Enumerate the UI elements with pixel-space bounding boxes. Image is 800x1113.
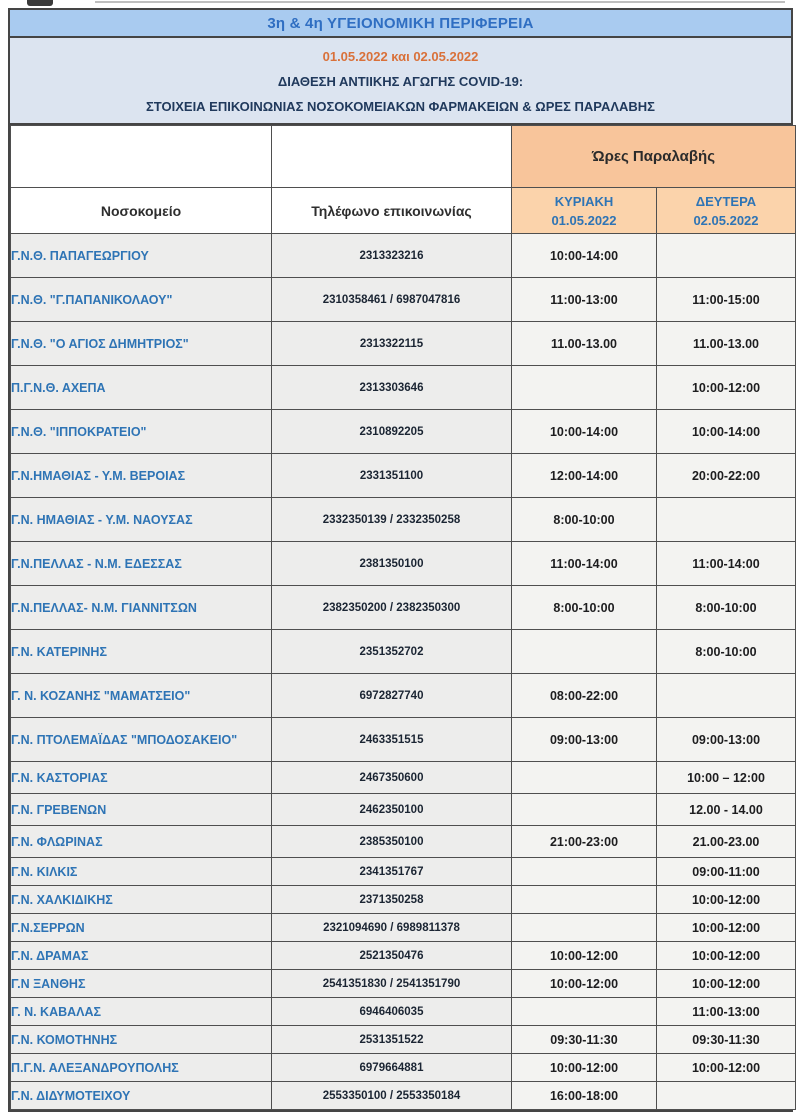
phone-cell: 2462350100 [272,794,512,826]
hospital-hours-table [10,125,796,1110]
phone-cell: 2310358461 / 6987047816 [272,278,512,322]
sunday-column-header [512,188,657,234]
phone-cell: 2310892205 [272,410,512,454]
hospital-rows [11,234,796,1110]
hospital-name-cell: Γ.Ν.Θ. "ΙΠΠΟΚΡΑΤΕΙΟ" [11,410,272,454]
phone-cell: 2467350600 [272,762,512,794]
monday-hours-cell: 10:00-12:00 [657,970,796,998]
table-row [11,942,796,970]
hospital-name-cell: Π.Γ.Ν. ΑΛΕΞΑΝΔΡΟΥΠΟΛΗΣ [11,1054,272,1082]
monday-hours-cell: 10:00-12:00 [657,1054,796,1082]
table-row [11,630,796,674]
phone-cell: 2531351522 [272,1026,512,1054]
monday-date-label: 02.05.2022 [693,212,759,228]
hospital-name-cell: Γ.Ν.Θ. ΠΑΠΑΓΕΩΡΓΙΟΥ [11,234,272,278]
blank-header-cell-2 [272,126,512,188]
info-band [10,38,791,125]
sunday-hours-cell: 08:00-22:00 [512,674,657,718]
sunday-hours-cell: 11.00-13.00 [512,322,657,366]
sunday-hours-cell: 21:00-23:00 [512,826,657,858]
monday-hours-cell: 10:00-12:00 [657,914,796,942]
phone-column-header: Τηλέφωνο επικοινωνίας [272,188,512,234]
monday-hours-cell: 09:00-11:00 [657,858,796,886]
sunday-hours-cell: 12:00-14:00 [512,454,657,498]
sunday-hours-cell: 10:00-14:00 [512,410,657,454]
hospital-name-cell: Γ. Ν. ΚΑΒΑΛΑΣ [11,998,272,1026]
table-row [11,970,796,998]
table-row [11,498,796,542]
table-row [11,1026,796,1054]
monday-hours-cell: 09:30-11:30 [657,1026,796,1054]
title-band [10,10,791,38]
table-row [11,674,796,718]
hospital-name-cell: Γ.Ν. ΚΟΜΟΤΗΝΗΣ [11,1026,272,1054]
monday-hours-cell [657,1082,796,1110]
table-row [11,454,796,498]
monday-hours-cell [657,674,796,718]
date-range: 01.05.2022 και 02.05.2022 [322,49,479,64]
table-row [11,410,796,454]
sunday-hours-cell [512,914,657,942]
hospital-name-cell: Γ.Ν.ΗΜΑΘΙΑΣ - Υ.Μ. ΒΕΡΟΙΑΣ [11,454,272,498]
sunday-hours-cell: 10:00-12:00 [512,1054,657,1082]
hours-group-header: Ώρες Παραλαβής [512,126,796,188]
sunday-hours-cell [512,794,657,826]
phone-cell: 2521350476 [272,942,512,970]
sunday-hours-cell: 10:00-12:00 [512,970,657,998]
blank-header-cell-1 [11,126,272,188]
sunday-hours-cell: 11:00-14:00 [512,542,657,586]
monday-hours-cell: 11:00-14:00 [657,542,796,586]
scan-artifact-line [95,1,785,3]
monday-hours-cell [657,234,796,278]
phone-cell: 2463351515 [272,718,512,762]
phone-cell: 6972827740 [272,674,512,718]
hospital-name-cell: Γ.Ν ΞΑΝΘΗΣ [11,970,272,998]
hospital-name-cell: Γ.Ν. ΠΤΟΛΕΜΑΪΔΑΣ "ΜΠΟΔΟΣΑΚΕΙΟ" [11,718,272,762]
phone-cell: 2331351100 [272,454,512,498]
hospital-name-cell: Γ.Ν. ΧΑΛΚΙΔΙΚΗΣ [11,886,272,914]
sunday-hours-cell: 16:00-18:00 [512,1082,657,1110]
sunday-hours-cell [512,998,657,1026]
phone-cell: 2541351830 / 2541351790 [272,970,512,998]
hospital-name-cell: Π.Γ.Ν.Θ. ΑΧΕΠΑ [11,366,272,410]
monday-hours-cell: 10:00-12:00 [657,942,796,970]
table-row [11,794,796,826]
table-row [11,542,796,586]
monday-hours-cell: 8:00-10:00 [657,586,796,630]
monday-hours-cell [657,498,796,542]
monday-hours-cell: 09:00-13:00 [657,718,796,762]
table-row [11,718,796,762]
monday-hours-cell: 10:00 – 12:00 [657,762,796,794]
phone-cell: 2321094690 / 6989811378 [272,914,512,942]
hospital-name-cell: Γ.Ν.ΣΕΡΡΩΝ [11,914,272,942]
table-row [11,1082,796,1110]
scan-artifact-blob [27,0,53,6]
sunday-hours-cell: 11:00-13:00 [512,278,657,322]
phone-cell: 2385350100 [272,826,512,858]
hospital-name-cell: Γ.Ν.ΠΕΛΛΑΣ - Ν.Μ. ΕΔΕΣΣΑΣ [11,542,272,586]
table-row [11,234,796,278]
phone-cell: 2553350100 / 2553350184 [272,1082,512,1110]
table-row [11,858,796,886]
table-row [11,1054,796,1082]
sunday-hours-cell: 09:00-13:00 [512,718,657,762]
hospital-name-cell: Γ.Ν. ΚΙΛΚΙΣ [11,858,272,886]
table-row [11,762,796,794]
monday-hours-cell: 11.00-13.00 [657,322,796,366]
hospital-name-cell: Γ.Ν. ΓΡΕΒΕΝΩΝ [11,794,272,826]
table-row [11,826,796,858]
monday-hours-cell: 10:00-14:00 [657,410,796,454]
hospital-name-cell: Γ. Ν. ΚΟΖΑΝΗΣ "ΜΑΜΑΤΣΕΙΟ" [11,674,272,718]
phone-cell: 6979664881 [272,1054,512,1082]
table-row [11,278,796,322]
sunday-hours-cell: 8:00-10:00 [512,498,657,542]
monday-hours-cell: 11:00-15:00 [657,278,796,322]
sunday-hours-cell [512,762,657,794]
hospital-name-cell: Γ.Ν. ΦΛΩΡΙΝΑΣ [11,826,272,858]
table-row [11,914,796,942]
health-region-table-document [8,8,793,1112]
table-row [11,886,796,914]
phone-cell: 2332350139 / 2332350258 [272,498,512,542]
monday-column-header [657,188,796,234]
sunday-hours-cell [512,886,657,914]
monday-hours-cell: 8:00-10:00 [657,630,796,674]
sunday-hours-cell: 8:00-10:00 [512,586,657,630]
sunday-hours-cell [512,630,657,674]
subtitle-line-1: ΔΙΑΘΕΣΗ ΑΝΤΙΙΚΗΣ ΑΓΩΓΗΣ COVID-19: [277,74,524,89]
monday-hours-cell: 10:00-12:00 [657,366,796,410]
sunday-hours-cell: 10:00-14:00 [512,234,657,278]
hospital-name-cell: Γ.Ν. ΔΡΑΜΑΣ [11,942,272,970]
hospital-name-cell: Γ.Ν.Θ. "Ο ΑΓΙΟΣ ΔΗΜΗΤΡΙΟΣ" [11,322,272,366]
page-title: 3η & 4η ΥΓΕΙΟΝΟΜΙΚΗ ΠΕΡΙΦΕΡΕΙΑ [267,14,534,32]
hospital-name-cell: Γ.Ν. ΚΑΤΕΡΙΝΗΣ [11,630,272,674]
sunday-day-label: ΚΥΡΙΑΚΗ [554,193,614,209]
hospital-name-cell: Γ.Ν. ΗΜΑΘΙΑΣ - Υ.Μ. ΝΑΟΥΣΑΣ [11,498,272,542]
phone-cell: 2371350258 [272,886,512,914]
monday-hours-cell: 10:00-12:00 [657,886,796,914]
monday-hours-cell: 21.00-23.00 [657,826,796,858]
phone-cell: 2313303646 [272,366,512,410]
sunday-hours-cell: 09:30-11:30 [512,1026,657,1054]
monday-hours-cell: 20:00-22:00 [657,454,796,498]
hospital-name-cell: Γ.Ν.Θ. "Γ.ΠΑΠΑΝΙΚΟΛΑΟΥ" [11,278,272,322]
monday-hours-cell: 12.00 - 14.00 [657,794,796,826]
hospital-name-cell: Γ.Ν. ΚΑΣΤΟΡΙΑΣ [11,762,272,794]
hospital-name-cell: Γ.Ν. ΔΙΔΥΜΟΤΕΙΧΟΥ [11,1082,272,1110]
phone-cell: 2381350100 [272,542,512,586]
sunday-hours-cell [512,366,657,410]
hours-group-header-row [11,126,796,188]
table-row [11,586,796,630]
sunday-date-label: 01.05.2022 [551,212,617,228]
hospital-column-header: Νοσοκομείο [11,188,272,234]
table-row [11,998,796,1026]
monday-day-label: ΔΕΥΤΕΡΑ [695,193,757,209]
phone-cell: 2341351767 [272,858,512,886]
subtitle-line-2: ΣΤΟΙΧΕΙΑ ΕΠΙΚΟΙΝΩΝΙΑΣ ΝΟΣΟΚΟΜΕΙΑΚΩΝ ΦΑΡΜΑΚΕΙΩΝ & ΩΡΕΣ ΠΑΡΑΛΑΒΗΣ [146,99,655,114]
phone-cell: 2351352702 [272,630,512,674]
table-row [11,366,796,410]
column-header-row [11,188,796,234]
phone-cell: 2382350200 / 2382350300 [272,586,512,630]
phone-cell: 6946406035 [272,998,512,1026]
phone-cell: 2313322115 [272,322,512,366]
phone-cell: 2313323216 [272,234,512,278]
sunday-hours-cell [512,858,657,886]
table-row [11,322,796,366]
sunday-hours-cell: 10:00-12:00 [512,942,657,970]
hospital-name-cell: Γ.Ν.ΠΕΛΛΑΣ- Ν.Μ. ΓΙΑΝΝΙΤΣΩΝ [11,586,272,630]
monday-hours-cell: 11:00-13:00 [657,998,796,1026]
